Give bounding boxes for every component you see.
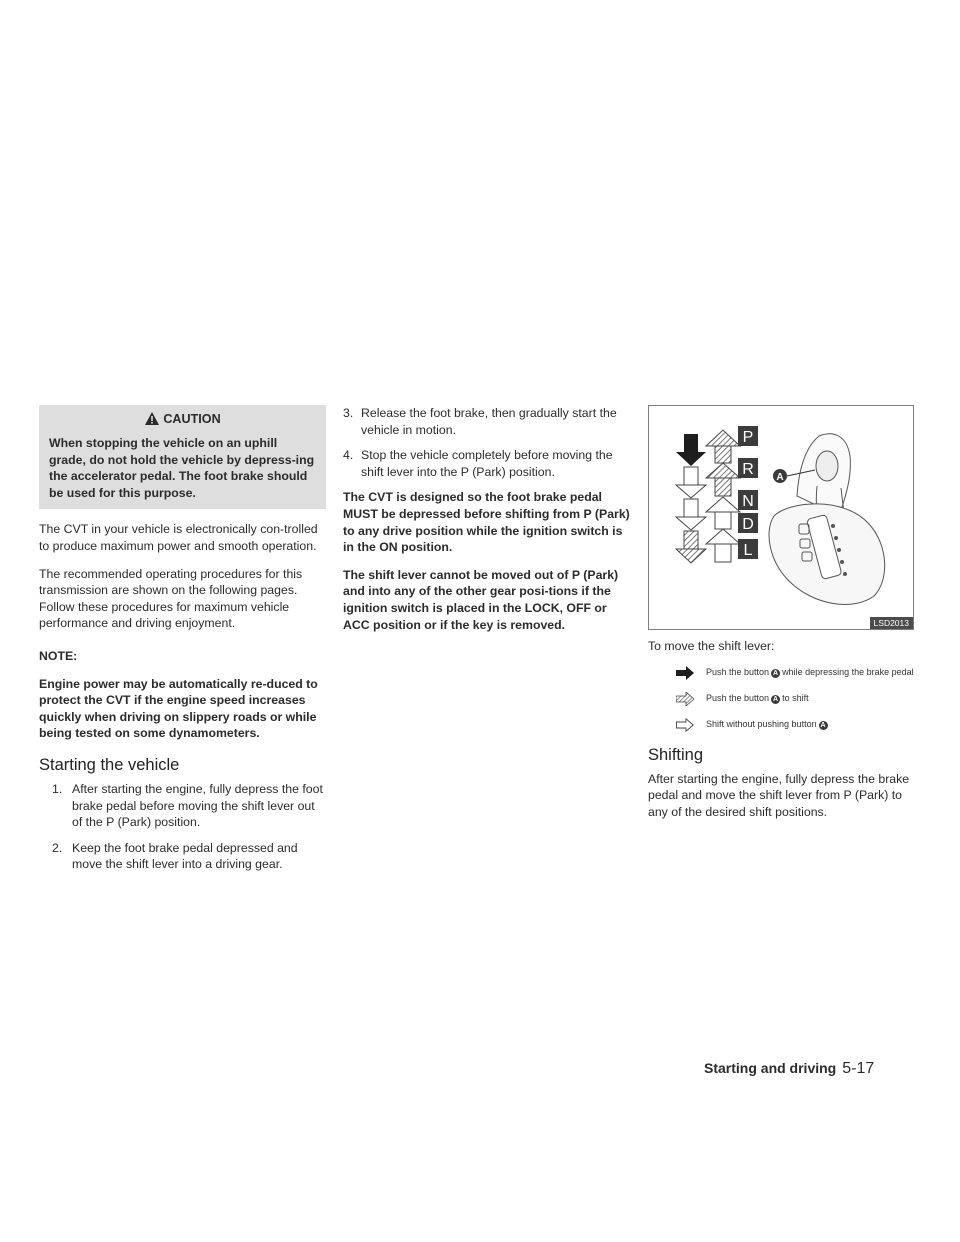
legend-intro: To move the shift lever: <box>648 639 775 653</box>
brake-requirement-text: The CVT is designed so the foot brake pedal MUST be depressed before shifting from P (Park) to any drive position while the ignition switch is in the ON position. <box>343 490 630 555</box>
step-item: 1. After starting the engine, fully depress the foot brake pedal before moving the shift lever out of the P (Park) position. <box>52 781 323 830</box>
svg-text:A: A <box>776 472 784 483</box>
shift-lever-figure <box>648 405 914 630</box>
note-text: Engine power may be automatically re-duced to protect the CVT if the engine speed increases quickly when driving on slippery roads or while being tested on some dynamometers. <box>39 676 318 741</box>
outline-up-arrow <box>706 529 740 562</box>
shifting-text: After starting the engine, fully depress the brake pedal and move the shift lever from P (Park) to any of the desired shift positions. <box>648 771 910 819</box>
solid-down-arrow <box>676 434 706 466</box>
gear-label-r <box>738 458 758 478</box>
hatched-down-arrow <box>676 531 706 563</box>
step-item: 2. Keep the foot brake pedal depressed and move the shift lever into a driving gear. <box>52 840 298 872</box>
svg-text:N: N <box>742 493 754 510</box>
outline-up-arrow <box>706 497 740 529</box>
note-label: NOTE: <box>39 648 78 663</box>
shift-lever-illustration <box>769 434 885 605</box>
caution-heading-text: CAUTION <box>163 412 221 426</box>
legend-item: Shift without pushing button A <box>648 718 914 732</box>
outline-arrow-icon <box>676 718 694 732</box>
legend-item: Push the button A to shift <box>648 692 914 706</box>
caution-box <box>39 405 326 509</box>
page-number: 5-17 <box>842 1060 875 1077</box>
svg-text:R: R <box>742 461 754 478</box>
intro-paragraph-1: The CVT in your vehicle is electronically con-trolled to produce maximum power and smooth operation. <box>39 522 318 553</box>
solid-arrow-icon <box>676 666 694 680</box>
svg-text:P: P <box>742 429 754 446</box>
middle-column <box>343 405 630 644</box>
button-a-marker: A <box>773 669 779 677</box>
section-title: Starting and driving <box>704 1060 837 1076</box>
step-item: 4. Stop the vehicle completely before moving the shift lever into the P (Park) position. <box>343 448 613 479</box>
step-item: 3. Release the foot brake, then gradually start the vehicle in motion. <box>343 406 617 437</box>
legend-item: Push the button A while depressing the brake pedal <box>648 666 914 680</box>
outline-down-arrow <box>676 467 706 498</box>
shift-pattern-diagram <box>649 406 913 629</box>
right-column <box>648 405 914 831</box>
intro-paragraph-2: The recommended operating procedures for this transmission are shown on the following pages. Follow these procedures for maximum vehicle performance and driving enjoyment. <box>39 566 303 631</box>
warning-triangle-icon <box>144 411 160 426</box>
starting-steps-list-continued <box>343 405 630 480</box>
gear-label-l <box>738 539 758 559</box>
outline-down-arrow <box>676 499 706 530</box>
left-column <box>39 405 326 882</box>
caution-heading <box>49 411 316 426</box>
gear-label-n <box>738 490 758 510</box>
hatched-up-arrow <box>706 430 740 463</box>
legend-list <box>648 666 914 732</box>
hatched-arrow-icon <box>676 692 694 706</box>
button-a-marker: A <box>773 695 779 703</box>
starting-heading: Starting the vehicle <box>39 755 180 774</box>
svg-text:D: D <box>742 516 754 533</box>
shifting-heading: Shifting <box>648 745 704 764</box>
figure-code: LSD2013 <box>870 617 913 629</box>
ignition-lock-text: The shift lever cannot be moved out of P (Park) and into any of the other gear posi-tions if the ignition switch is placed in the LOCK, OFF or ACC position or if the key is removed. <box>343 567 619 632</box>
gear-label-d <box>738 513 758 533</box>
svg-text:L: L <box>743 542 753 559</box>
page-footer <box>704 1060 874 1078</box>
caution-text: When stopping the vehicle on an uphill grade, do not hold the vehicle by depress-ing the accelerator pedal. The foot brake should be used for this purpose. <box>49 436 315 500</box>
hatched-up-arrow <box>706 463 740 496</box>
starting-steps-list <box>39 781 326 873</box>
button-a-marker: A <box>820 721 826 729</box>
gear-label-p <box>738 426 758 446</box>
